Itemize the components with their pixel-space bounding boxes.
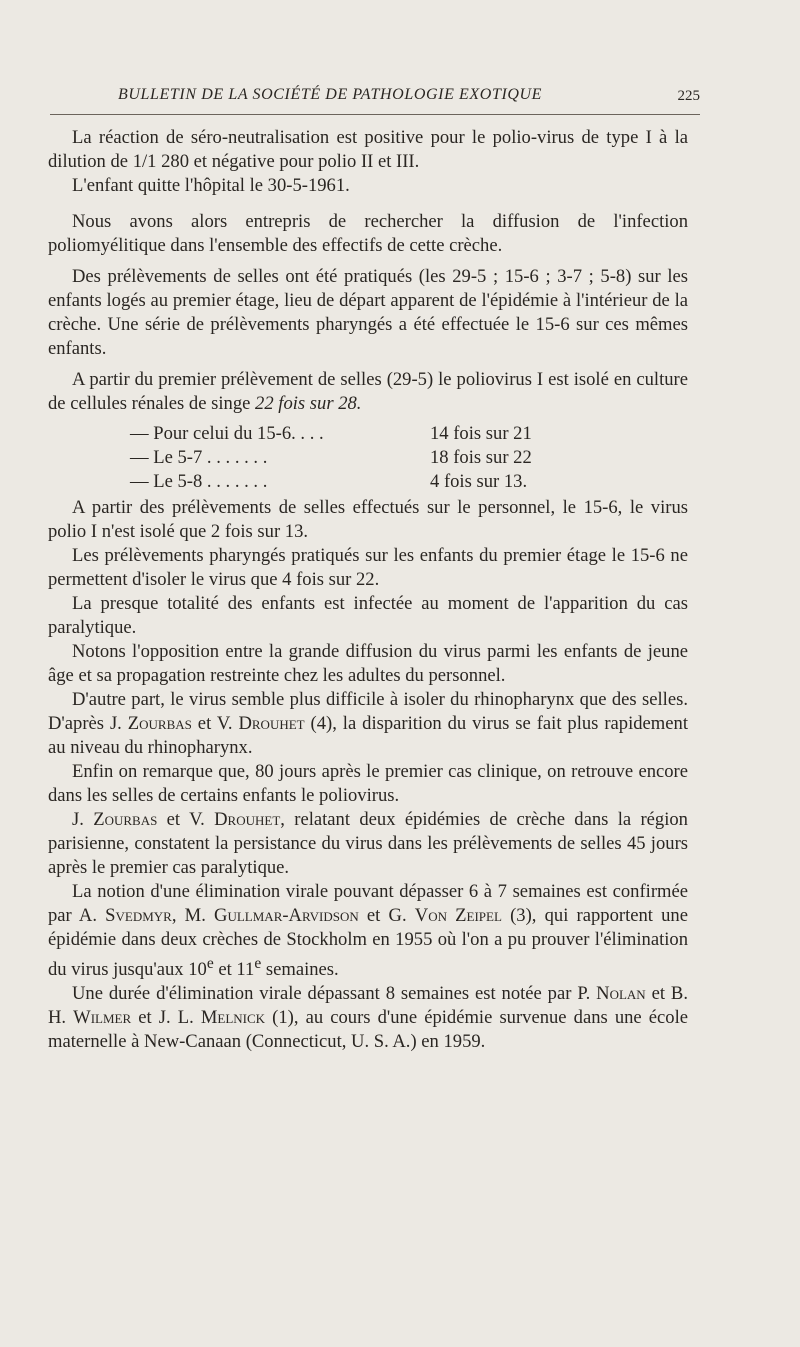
- paragraph: L'enfant quitte l'hôpital le 30-5-1961.: [72, 175, 350, 196]
- list-item: [48, 446, 688, 470]
- isolation-list: [48, 422, 688, 494]
- paragraph-text: et V.: [157, 809, 215, 830]
- list-item-value: 4 fois sur 13.: [430, 471, 528, 492]
- paragraph-text: semaines.: [261, 959, 339, 981]
- list-item: [48, 422, 688, 446]
- paragraph: [48, 688, 688, 760]
- paragraph: La réaction de séro-neutralisation est positive pour le polio-virus de type I à la dilution de 1/1 280 et négative pour polio II et III.: [48, 127, 688, 172]
- paragraph-text: et J. L.: [131, 1007, 201, 1029]
- author-name: Nolan: [596, 983, 646, 1005]
- paragraph-text: , relatant deux épidémies de crèche dans la région parisienne, constatent la persistance du virus dans les prélèvements de selles 45 jours après le premier cas paralytique.: [48, 809, 688, 878]
- paragraph: [48, 368, 688, 416]
- paragraph-text: J.: [72, 809, 94, 830]
- list-item: [48, 470, 688, 494]
- paragraph: Les prélèvements pharyngés pratiqués sur les enfants du premier étage le 15-6 ne permettent d'isoler le virus que 4 fois sur 22.: [48, 545, 688, 590]
- author-name: Zourbas: [93, 809, 158, 830]
- running-header: [50, 86, 700, 115]
- author-name: Melnick: [200, 1007, 266, 1029]
- paragraph-text: et G.: [358, 905, 415, 926]
- paragraph-text: et B. H.: [48, 983, 688, 1029]
- list-item-label: — Le 5-7 . . . . . . .: [130, 447, 268, 468]
- paragraph-text: et V.: [191, 713, 239, 734]
- page-number: 225: [677, 88, 700, 104]
- paragraph: Enfin on remarque que, 80 jours après le premier cas clinique, on retrouve encore dans les selles de certains enfants le poliovirus.: [48, 761, 688, 806]
- superscript: e: [206, 955, 214, 972]
- author-name: Zourbas: [127, 713, 192, 734]
- author-name: Drouhet: [238, 713, 305, 734]
- paragraph-text: Une durée d'élimination virale dépassant 8 semaines est notée par P.: [72, 983, 597, 1005]
- author-name: Drouhet: [214, 809, 281, 830]
- paragraph: [48, 880, 688, 982]
- superscript: e: [254, 955, 262, 972]
- paragraph: Des prélèvements de selles ont été pratiqués (les 29-5 ; 15-6 ; 3-7 ; 5-8) sur les enfants logés au premier étage, lieu de départ apparent de l'épidémie à l'intérieur de la crèche. Une série de prélèvements pharyngés a été effectuée le 15-6 sur ces mêmes enfants.: [48, 266, 688, 359]
- paragraph-text: (1), au cours d'une épidémie survenue dans une école maternelle à New-Canaan (Connecticut, U. S. A.) en 1959.: [48, 1007, 688, 1053]
- list-item-value: 18 fois sur 22: [430, 447, 532, 468]
- paragraph-text: (3), qui rapportent une épidémie dans deux crèches de Stockholm en 1955 où l'on a pu prouver l'élimination du virus jusqu'aux 10: [48, 905, 688, 981]
- emphasis: 22 fois sur 28.: [255, 393, 362, 414]
- paragraph-text: La notion d'une élimination virale pouvant dépasser 6 à 7 semaines est confirmée par A.: [48, 881, 688, 926]
- paragraph: La presque totalité des enfants est infectée au moment de l'apparition du cas paralytique.: [48, 593, 688, 638]
- author-name: Gullmar-Arvidson: [214, 905, 359, 926]
- body-text: [48, 126, 688, 1054]
- paragraph-text: , M.: [171, 905, 215, 926]
- paragraph-text: A partir du premier prélèvement de selles (29-5) le poliovirus I est isolé en culture de cellules rénales de singe: [48, 369, 688, 414]
- paragraph-text: et 11: [213, 959, 255, 981]
- running-title: BULLETIN DE LA SOCIÉTÉ DE PATHOLOGIE EXOTIQUE: [118, 86, 543, 103]
- paragraph: A partir des prélèvements de selles effectués sur le personnel, le 15-6, le virus polio I n'est isolé que 2 fois sur 13.: [48, 497, 688, 542]
- paragraph: Nous avons alors entrepris de rechercher la diffusion de l'infection poliomyélitique dans l'ensemble des effectifs de cette crèche.: [48, 211, 688, 256]
- list-item-label: — Pour celui du 15-6. . . .: [130, 423, 324, 444]
- paragraph-text: D'autre part, le virus semble plus difficile à isoler du rhinopharynx que des selles. D'après J.: [48, 689, 688, 734]
- paragraph: [48, 982, 688, 1054]
- paragraph: [48, 808, 688, 880]
- list-item-value: 14 fois sur 21: [430, 423, 532, 444]
- author-name: Von Zeipel: [414, 905, 502, 926]
- paragraph: Notons l'opposition entre la grande diffusion du virus parmi les enfants de jeune âge et sa propagation restreinte chez les adultes du personnel.: [48, 641, 688, 686]
- list-item-label: — Le 5-8 . . . . . . .: [130, 471, 268, 492]
- author-name: Svedmyr: [105, 905, 172, 926]
- paragraph-text: (4), la disparition du virus se fait plus rapidement au niveau du rhinopharynx.: [48, 713, 688, 758]
- author-name: Wilmer: [73, 1007, 132, 1029]
